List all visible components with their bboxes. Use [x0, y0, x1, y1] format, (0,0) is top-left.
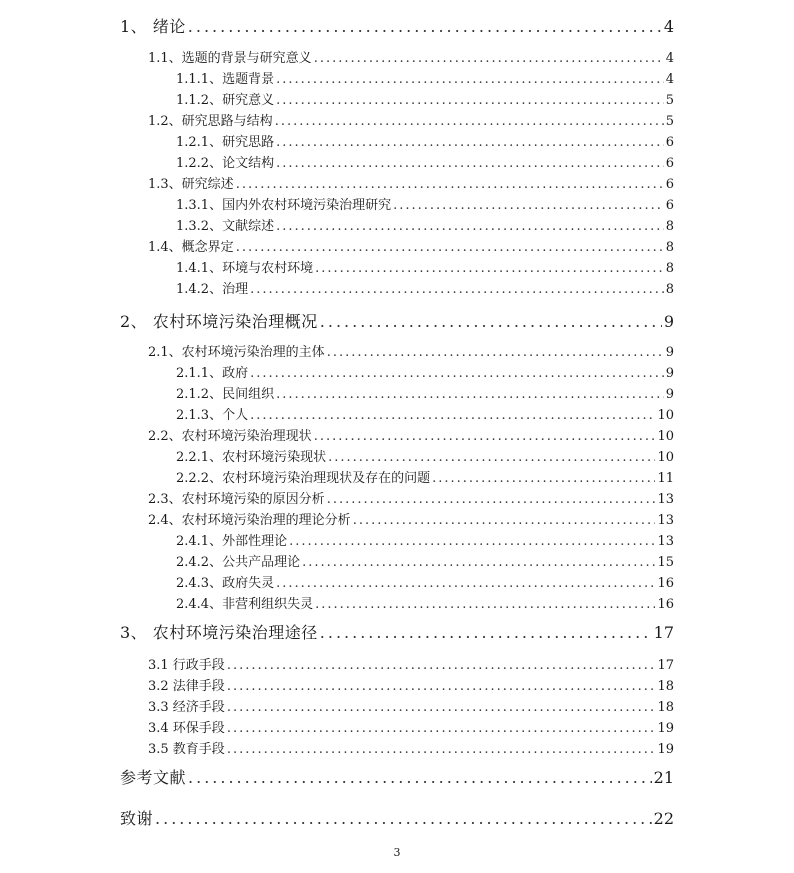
- dot-leader: [276, 219, 664, 234]
- toc-entry-subsection[interactable]: [176, 131, 674, 150]
- toc-entry-page: 9: [663, 312, 674, 331]
- toc-entry-label: 3、 农村环境污染治理途径: [120, 623, 318, 642]
- toc-entry-label: 1.4.1、环境与农村环境: [176, 261, 314, 276]
- toc-entry-label: 2.4.1、外部性理论: [176, 534, 288, 549]
- dot-leader: [236, 240, 664, 255]
- toc-entry-label: 致谢: [120, 809, 154, 828]
- toc-entry-label: 1.1.1、选题背景: [176, 72, 275, 87]
- dot-leader: [314, 51, 664, 66]
- toc-entry-label: 2.1、农村环境污染治理的主体: [148, 345, 325, 360]
- toc-entry-label: 3.5 教育手段: [148, 742, 225, 757]
- page-number: 3: [393, 846, 401, 859]
- toc-entry-label: 1.3.2、文献综述: [176, 219, 275, 234]
- toc-entry-label: 1.2、研究思路与结构: [148, 114, 273, 129]
- toc-entry-subsection[interactable]: [176, 446, 674, 465]
- toc-entry-subsection[interactable]: [176, 593, 674, 612]
- dot-leader: [227, 742, 656, 757]
- toc-entry-section[interactable]: [148, 425, 674, 444]
- toc-entry-chapter-1[interactable]: [120, 14, 674, 37]
- toc-entry-section[interactable]: [148, 47, 674, 66]
- toc-entry-page: 6: [665, 198, 674, 213]
- toc-entry-label: 3.3 经济手段: [148, 700, 225, 715]
- toc-entry-section[interactable]: [148, 675, 674, 694]
- toc-entry-page: 6: [665, 135, 674, 150]
- toc-entry-section[interactable]: [148, 696, 674, 715]
- toc-entry-subsection[interactable]: [176, 215, 674, 234]
- toc-entry-page: 4: [665, 51, 674, 66]
- toc-entry-subsection[interactable]: [176, 278, 674, 297]
- toc-entry-label: 3.1 行政手段: [148, 658, 225, 673]
- toc-entry-page: 5: [665, 114, 674, 129]
- toc-entry-page: 17: [657, 658, 674, 673]
- dot-leader: [250, 366, 664, 381]
- toc-entry-label: 2、 农村环境污染治理概况: [120, 312, 318, 331]
- dot-leader: [275, 114, 664, 129]
- toc-entry-page: 8: [665, 219, 674, 234]
- toc-entry-page: 17: [653, 623, 674, 642]
- toc-entry-page: 10: [657, 429, 674, 444]
- toc-entry-page: 11: [657, 471, 674, 486]
- toc-entry-label: 1.1、选题的背景与研究意义: [148, 51, 312, 66]
- dot-leader: [227, 721, 656, 736]
- toc-entry-page: 6: [665, 177, 674, 192]
- toc-entry-page: 9: [665, 345, 674, 360]
- toc-entry-subsection[interactable]: [176, 467, 674, 486]
- dot-leader: [236, 177, 664, 192]
- toc-entry-label: 1.3.1、国内外农村环境污染治理研究: [176, 198, 392, 213]
- toc-entry-label: 1.2.2、论文结构: [176, 156, 275, 171]
- toc-entry-page: 8: [665, 282, 674, 297]
- toc-entry-subsection[interactable]: [176, 362, 674, 381]
- toc-entry-page: 6: [665, 156, 674, 171]
- toc-entry-page: 4: [663, 17, 674, 36]
- toc-entry-label: 2.2.2、农村环境污染治理现状及存在的问题: [176, 471, 431, 486]
- toc-entry-page: 5: [665, 93, 674, 108]
- dot-leader: [188, 17, 662, 36]
- toc-entry-section[interactable]: [148, 110, 674, 129]
- dot-leader: [327, 492, 656, 507]
- toc-entry-page: 15: [657, 555, 674, 570]
- dot-leader: [276, 156, 664, 171]
- toc-entry-section[interactable]: [148, 509, 674, 528]
- toc-entry-page: 16: [657, 597, 674, 612]
- toc-entry-page: 18: [657, 679, 674, 694]
- dot-leader: [250, 408, 655, 423]
- dot-leader: [314, 429, 656, 444]
- toc-entry-page: 22: [653, 809, 674, 828]
- toc-entry-label: 2.1.1、政府: [176, 366, 249, 381]
- toc-entry-label: 1.1.2、研究意义: [176, 93, 275, 108]
- dot-leader: [320, 312, 662, 331]
- toc-entry-page: 21: [653, 768, 674, 787]
- toc-entry-label: 2.4.2、公共产品理论: [176, 555, 301, 570]
- dot-leader: [302, 555, 655, 570]
- toc-entry-subsection[interactable]: [176, 551, 674, 570]
- toc-entry-subsection[interactable]: [176, 572, 674, 591]
- toc-entry-page: 13: [657, 492, 674, 507]
- toc-entry-label: 1.3、研究综述: [148, 177, 234, 192]
- toc-entry-subsection[interactable]: [176, 404, 674, 423]
- toc-entry-subsection[interactable]: [176, 383, 674, 402]
- toc-entry-page: 9: [665, 387, 674, 402]
- dot-leader: [276, 387, 664, 402]
- toc-entry-label: 1.4、概念界定: [148, 240, 234, 255]
- toc-entry-label: 1、 绪论: [120, 17, 186, 36]
- toc-entry-label: 3.2 法律手段: [148, 679, 225, 694]
- toc-entry-subsection[interactable]: [176, 530, 674, 549]
- toc-entry-section[interactable]: [148, 717, 674, 736]
- dot-leader: [227, 679, 656, 694]
- toc-entry-section[interactable]: [148, 236, 674, 255]
- toc-entry-label: 2.4.4、非营利组织失灵: [176, 597, 314, 612]
- toc-entry-section[interactable]: [148, 173, 674, 192]
- toc-entry-page: 9: [665, 366, 674, 381]
- dot-leader: [393, 198, 664, 213]
- toc-entry-label: 2.4、农村环境污染治理的理论分析: [148, 513, 351, 528]
- toc-entry-section[interactable]: [148, 738, 674, 757]
- toc-entry-section[interactable]: [148, 488, 674, 507]
- toc-entry-page: 8: [665, 240, 674, 255]
- toc-entry-subsection[interactable]: [176, 152, 674, 171]
- toc-entry-subsection[interactable]: [176, 68, 674, 87]
- toc-entry-page: 13: [657, 534, 674, 549]
- toc-entry-label: 2.2.1、农村环境污染现状: [176, 450, 327, 465]
- dot-leader: [315, 597, 655, 612]
- toc-entry-page: 8: [665, 261, 674, 276]
- dot-leader: [432, 471, 655, 486]
- toc-entry-label: 2.1.2、民间组织: [176, 387, 275, 402]
- toc-entry-page: 10: [657, 450, 674, 465]
- dot-leader: [320, 623, 652, 642]
- toc-entry-label: 参考文献: [120, 768, 187, 787]
- dot-leader: [328, 450, 655, 465]
- dot-leader: [188, 768, 652, 787]
- toc-entry-label: 2.2、农村环境污染治理现状: [148, 429, 312, 444]
- dot-leader: [227, 658, 656, 673]
- toc-entry-page: 10: [657, 408, 674, 423]
- toc-entry-section[interactable]: [148, 341, 674, 360]
- dot-leader: [315, 261, 664, 276]
- toc-entry-page: 16: [657, 576, 674, 591]
- toc-entry-subsection[interactable]: [176, 194, 674, 213]
- toc-entry-label: 2.1.3、个人: [176, 408, 249, 423]
- dot-leader: [289, 534, 655, 549]
- toc-entry-subsection[interactable]: [176, 89, 674, 108]
- toc-entry-label: 1.2.1、研究思路: [176, 135, 275, 150]
- dot-leader: [227, 700, 656, 715]
- toc-entry-subsection[interactable]: [176, 257, 674, 276]
- toc-entry-chapter-3[interactable]: [120, 620, 674, 643]
- toc-entry-page: 19: [657, 721, 674, 736]
- dot-leader: [276, 576, 655, 591]
- toc-entry-references[interactable]: [120, 765, 674, 788]
- toc-entry-page: 18: [657, 700, 674, 715]
- toc-entry-label: 1.4.2、治理: [176, 282, 249, 297]
- dot-leader: [276, 93, 664, 108]
- dot-leader: [250, 282, 664, 297]
- dot-leader: [276, 135, 664, 150]
- toc-entry-acknowledgements[interactable]: [120, 806, 674, 829]
- toc-entry-page: 13: [657, 513, 674, 528]
- toc-entry-label: 2.4.3、政府失灵: [176, 576, 275, 591]
- dot-leader: [353, 513, 656, 528]
- dot-leader: [155, 809, 652, 828]
- toc-entry-chapter-2[interactable]: [120, 309, 674, 332]
- toc-entry-page: 4: [665, 72, 674, 87]
- toc-entry-section[interactable]: [148, 654, 674, 673]
- toc-entry-page: 19: [657, 742, 674, 757]
- toc-entry-label: 3.4 环保手段: [148, 721, 225, 736]
- dot-leader: [276, 72, 664, 87]
- dot-leader: [327, 345, 664, 360]
- toc-entry-label: 2.3、农村环境污染的原因分析: [148, 492, 325, 507]
